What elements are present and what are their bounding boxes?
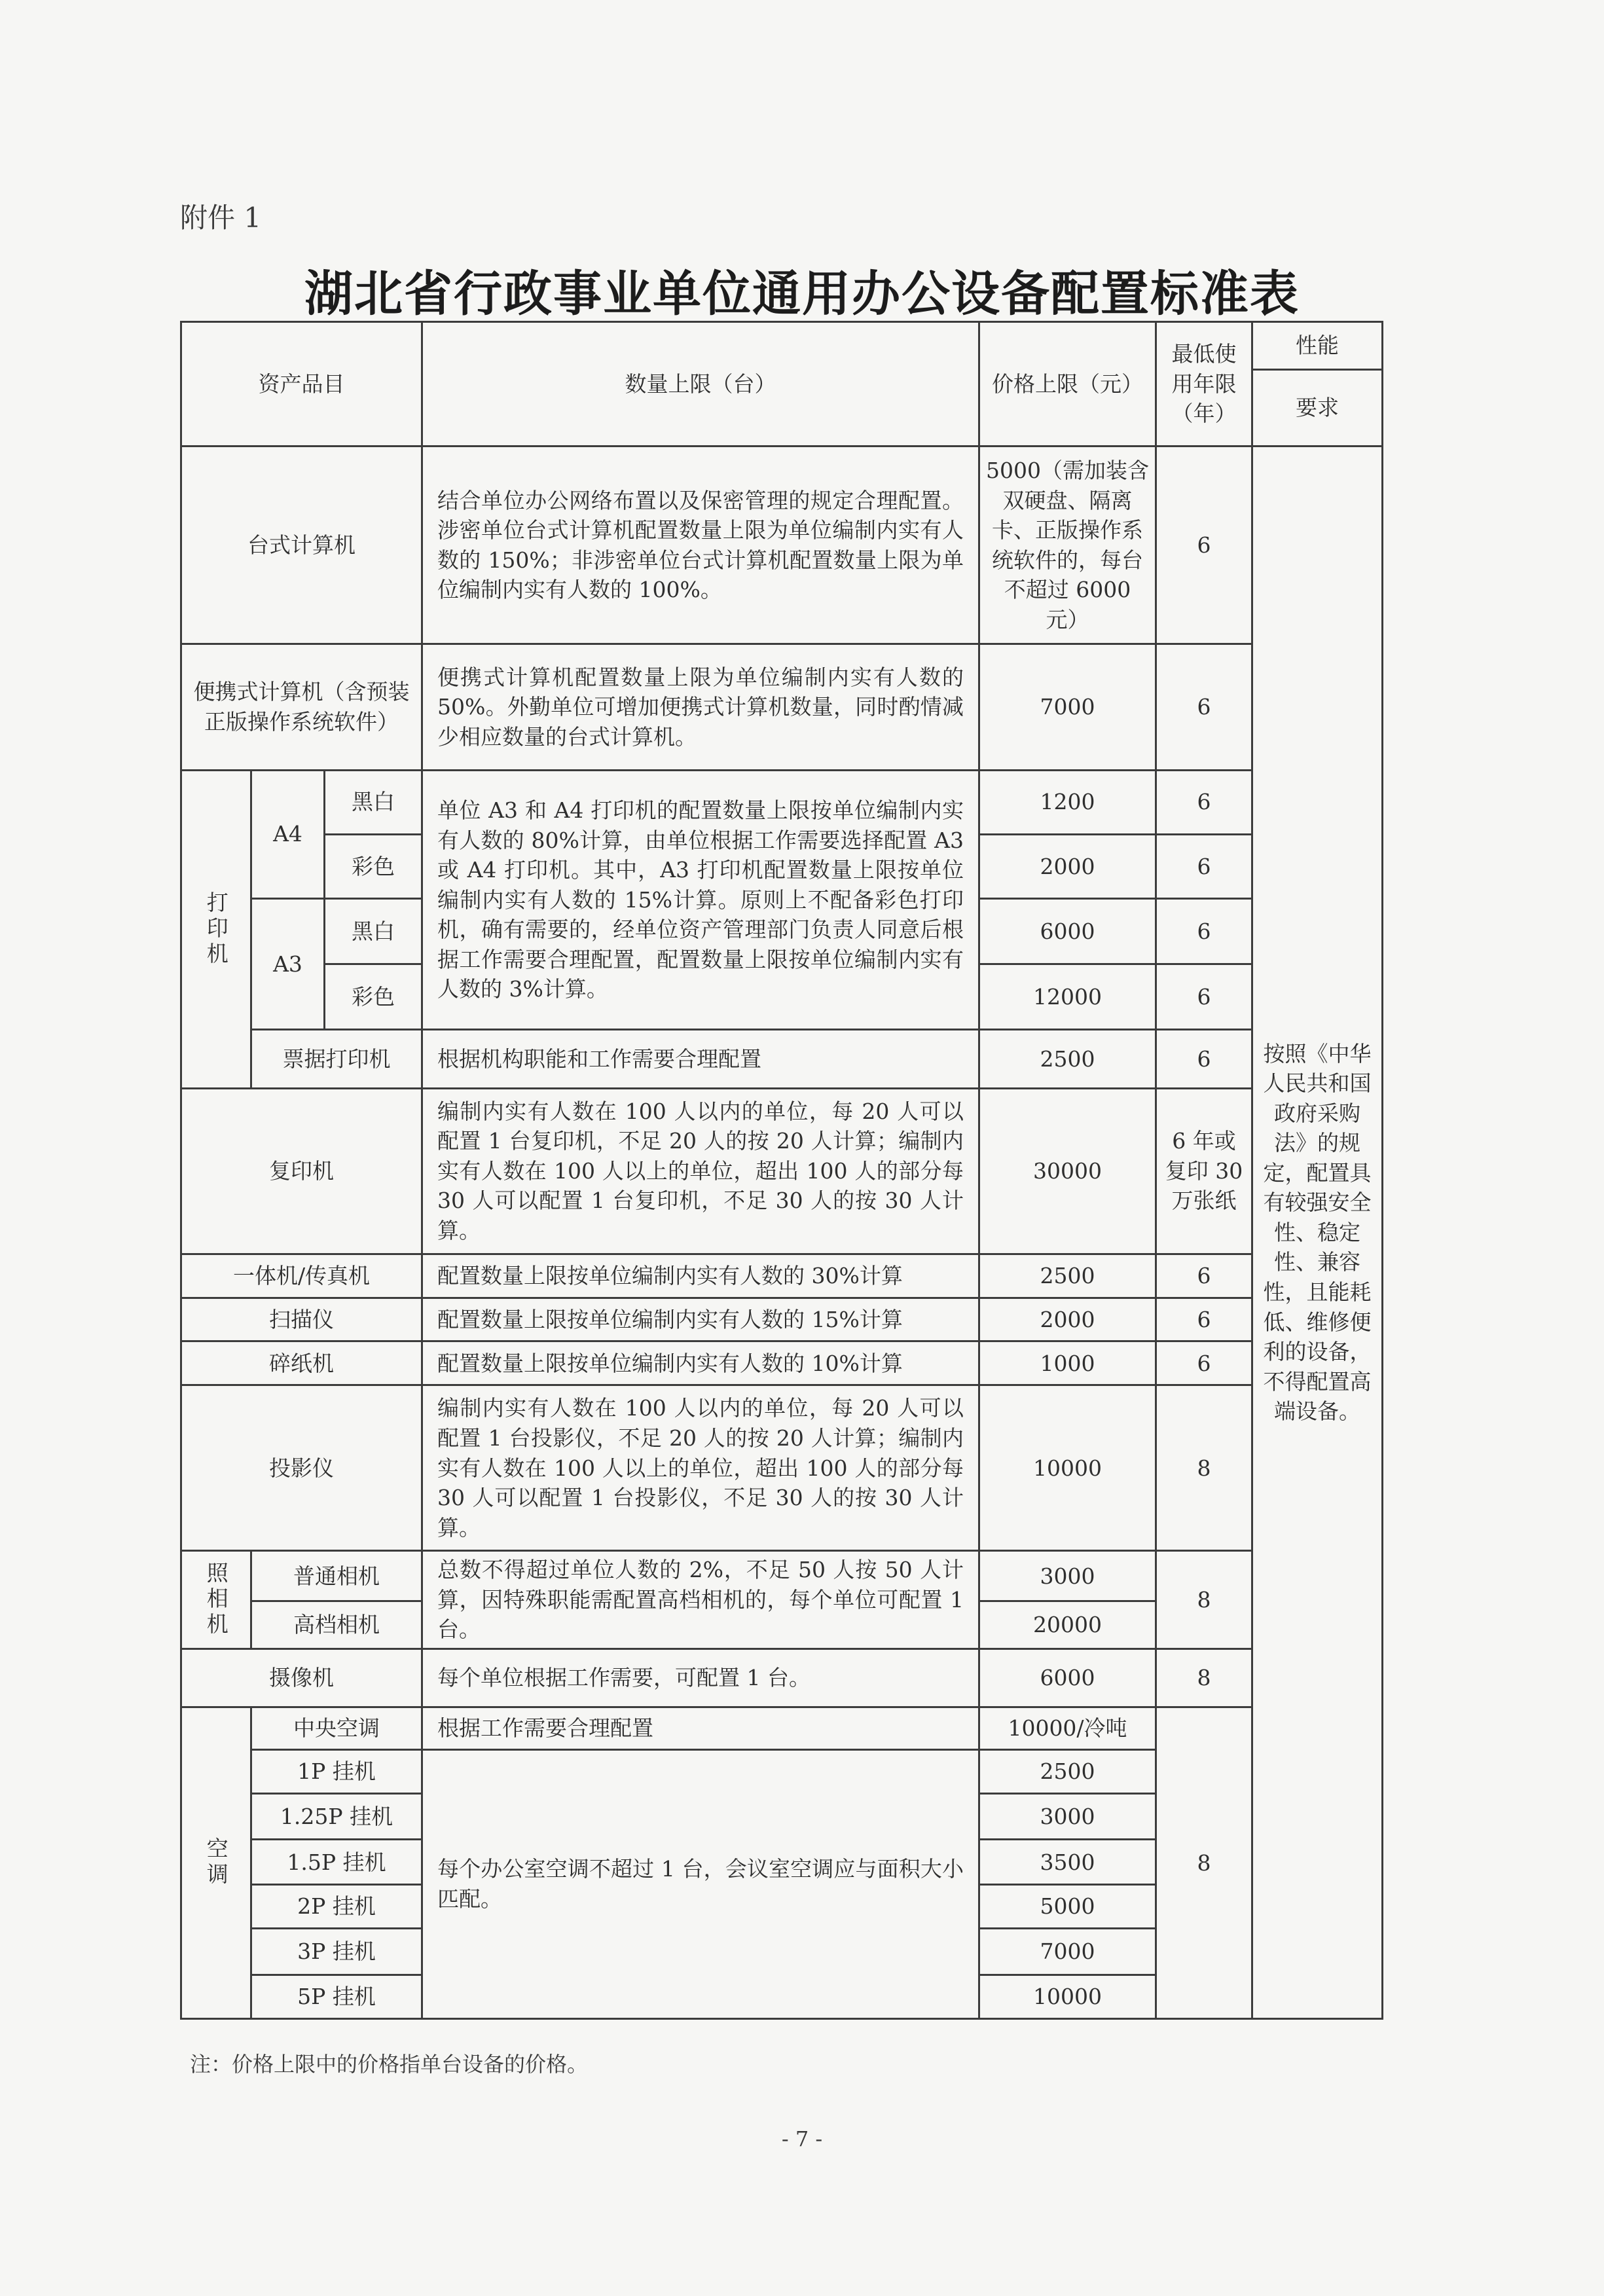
asset-desktop: 台式计算机 [181, 446, 422, 644]
table-row [181, 1088, 1383, 1254]
life-fax: 6 [1156, 1254, 1252, 1298]
life-camera: 8 [1156, 1551, 1252, 1649]
asset-printer-a3: A3 [251, 898, 325, 1030]
page-number: - 7 - [781, 2126, 823, 2151]
price-ac-2p: 5000 [979, 1885, 1156, 1929]
life-printer-a4-color: 6 [1156, 834, 1252, 898]
table-row [181, 1385, 1383, 1551]
price-copier: 30000 [979, 1088, 1156, 1254]
price-laptop: 7000 [979, 644, 1156, 770]
asset-shredder: 碎纸机 [181, 1341, 422, 1385]
price-printer-a4-bw: 1200 [979, 770, 1156, 834]
asset-camera-group: 照相机 [181, 1551, 251, 1649]
table-row [181, 644, 1383, 770]
asset-ac-2p: 2P 挂机 [251, 1885, 422, 1929]
table-row [181, 1030, 1383, 1088]
table-row [181, 1649, 1383, 1707]
header-life: 最低使用年限（年） [1156, 322, 1252, 446]
table-row [181, 1254, 1383, 1298]
price-printer-a4-color: 2000 [979, 834, 1156, 898]
price-scanner: 2000 [979, 1298, 1156, 1341]
life-printer-a3-color: 6 [1156, 964, 1252, 1030]
price-ticket-printer: 2500 [979, 1030, 1156, 1088]
qty-fax: 配置数量上限按单位编制内实有人数的 30%计算 [422, 1254, 979, 1298]
header-asset: 资产品目 [181, 322, 422, 446]
price-ac-central: 10000/冷吨 [979, 1707, 1156, 1749]
price-shredder: 1000 [979, 1341, 1156, 1385]
life-video-camera: 8 [1156, 1649, 1252, 1707]
asset-printer-a3-bw: 黑白 [325, 898, 422, 964]
price-ac-3p: 7000 [979, 1929, 1156, 1975]
asset-ac-5p: 5P 挂机 [251, 1975, 422, 2018]
price-camera-normal: 3000 [979, 1551, 1156, 1601]
price-ac-1p: 2500 [979, 1749, 1156, 1793]
life-shredder: 6 [1156, 1341, 1252, 1385]
price-printer-a3-bw: 6000 [979, 898, 1156, 964]
life-printer-a3-bw: 6 [1156, 898, 1252, 964]
table-row [181, 1551, 1383, 1601]
life-scanner: 6 [1156, 1298, 1252, 1341]
asset-printer-a4: A4 [251, 770, 325, 898]
life-printer-a4-bw: 6 [1156, 770, 1252, 834]
qty-laptop: 便携式计算机配置数量上限为单位编制内实有人数的 50%。外勤单位可增加便携式计算机数量，同时酌情减少相应数量的台式计算机。 [422, 644, 979, 770]
asset-projector: 投影仪 [181, 1385, 422, 1551]
asset-ac-central: 中央空调 [251, 1707, 422, 1749]
table-row [181, 1341, 1383, 1385]
life-copier: 6 年或复印 30 万张纸 [1156, 1088, 1252, 1254]
table-row [181, 446, 1383, 644]
asset-ac-1-25p: 1.25P 挂机 [251, 1793, 422, 1840]
asset-ac-3p: 3P 挂机 [251, 1929, 422, 1975]
asset-ticket-printer: 票据打印机 [251, 1030, 422, 1088]
price-projector: 10000 [979, 1385, 1156, 1551]
asset-ac-group: 空调 [181, 1707, 251, 2018]
asset-copier: 复印机 [181, 1088, 422, 1254]
standards-table [180, 321, 1383, 2020]
asset-printer-a4-color: 彩色 [325, 834, 422, 898]
price-camera-high: 20000 [979, 1601, 1156, 1649]
table-row [181, 770, 1383, 834]
price-ac-5p: 10000 [979, 1975, 1156, 2018]
qty-ticket-printer: 根据机构职能和工作需要合理配置 [422, 1030, 979, 1088]
table-row [181, 1707, 1383, 1749]
qty-ac-central: 根据工作需要合理配置 [422, 1707, 979, 1749]
price-ac-1-25p: 3000 [979, 1793, 1156, 1840]
asset-scanner: 扫描仪 [181, 1298, 422, 1341]
life-projector: 8 [1156, 1385, 1252, 1551]
price-video-camera: 6000 [979, 1649, 1156, 1707]
asset-ac-1p: 1P 挂机 [251, 1749, 422, 1793]
price-fax: 2500 [979, 1254, 1156, 1298]
qty-printer: 单位 A3 和 A4 打印机的配置数量上限按单位编制内实有人数的 80%计算，由单位根据工作需要选择配置 A3 或 A4 打印机。其中，A3 打印机配置数量上限按单位编制内实有人数的 15%计算。原则上不配备彩色打印机，确有需要的，经单位资产管理部门负责人同意后根据工作需要合理配置，配置数量上限按单位编制内实有人数的 3%计算。 [422, 770, 979, 1030]
qty-copier: 编制内实有人数在 100 人以内的单位，每 20 人可以配置 1 台复印机，不足 20 人的按 20 人计算；编制内实有人数在 100 人以上的单位，超出 100 人的部分每 30 人可以配置 1 台复印机，不足 30 人的按 30 人计算。 [422, 1088, 979, 1254]
page-title: 湖北省行政事业单位通用办公设备配置标准表 [304, 266, 1300, 322]
header-performance-bottom: 要求 [1252, 369, 1383, 446]
qty-scanner: 配置数量上限按单位编制内实有人数的 15%计算 [422, 1298, 979, 1341]
price-desktop: 5000（需加装含双硬盘、隔离卡、正版操作系统软件的，每台不超过 6000 元） [979, 446, 1156, 644]
performance-requirement: 按照《中华人民共和国政府采购法》的规定，配置具有较强安全性、稳定性、兼容性，且能耗低、维修便利的设备，不得配置高端设备。 [1252, 446, 1383, 2019]
attachment-label: 附件 1 [180, 202, 262, 234]
price-ac-1-5p: 3500 [979, 1840, 1156, 1885]
asset-printer-a3-color: 彩色 [325, 964, 422, 1030]
qty-ac-split: 每个办公室空调不超过 1 台，会议室空调应与面积大小匹配。 [422, 1749, 979, 2018]
table-row [181, 1298, 1383, 1341]
price-printer-a3-color: 12000 [979, 964, 1156, 1030]
qty-video-camera: 每个单位根据工作需要，可配置 1 台。 [422, 1649, 979, 1707]
life-laptop: 6 [1156, 644, 1252, 770]
asset-camera-normal: 普通相机 [251, 1551, 422, 1601]
asset-fax: 一体机/传真机 [181, 1254, 422, 1298]
life-ticket-printer: 6 [1156, 1030, 1252, 1088]
qty-projector: 编制内实有人数在 100 人以内的单位，每 20 人可以配置 1 台投影仪，不足 20 人的按 20 人计算；编制内实有人数在 100 人以上的单位，超出 100 人的部分每 30 人可以配置 1 台投影仪，不足 30 人的按 30 人计算。 [422, 1385, 979, 1551]
header-quantity: 数量上限（台） [422, 322, 979, 446]
asset-camera-high: 高档相机 [251, 1601, 422, 1649]
footnote: 注：价格上限中的价格指单台设备的价格。 [190, 2052, 589, 2077]
header-price: 价格上限（元） [979, 322, 1156, 446]
asset-printer-group: 打印机 [181, 770, 251, 1088]
qty-shredder: 配置数量上限按单位编制内实有人数的 10%计算 [422, 1341, 979, 1385]
asset-laptop: 便携式计算机（含预装正版操作系统软件） [181, 644, 422, 770]
life-ac: 8 [1156, 1707, 1252, 2018]
asset-printer-a4-bw: 黑白 [325, 770, 422, 834]
header-performance-top: 性能 [1252, 322, 1383, 370]
asset-ac-1-5p: 1.5P 挂机 [251, 1840, 422, 1885]
qty-camera: 总数不得超过单位人数的 2%，不足 50 人按 50 人计算，因特殊职能需配置高档相机的，每个单位可配置 1 台。 [422, 1551, 979, 1649]
qty-desktop: 结合单位办公网络布置以及保密管理的规定合理配置。涉密单位台式计算机配置数量上限为单位编制内实有人数的 150%；非涉密单位台式计算机配置数量上限为单位编制内实有人数的 100%。 [422, 446, 979, 644]
asset-video-camera: 摄像机 [181, 1649, 422, 1707]
life-desktop: 6 [1156, 446, 1252, 644]
